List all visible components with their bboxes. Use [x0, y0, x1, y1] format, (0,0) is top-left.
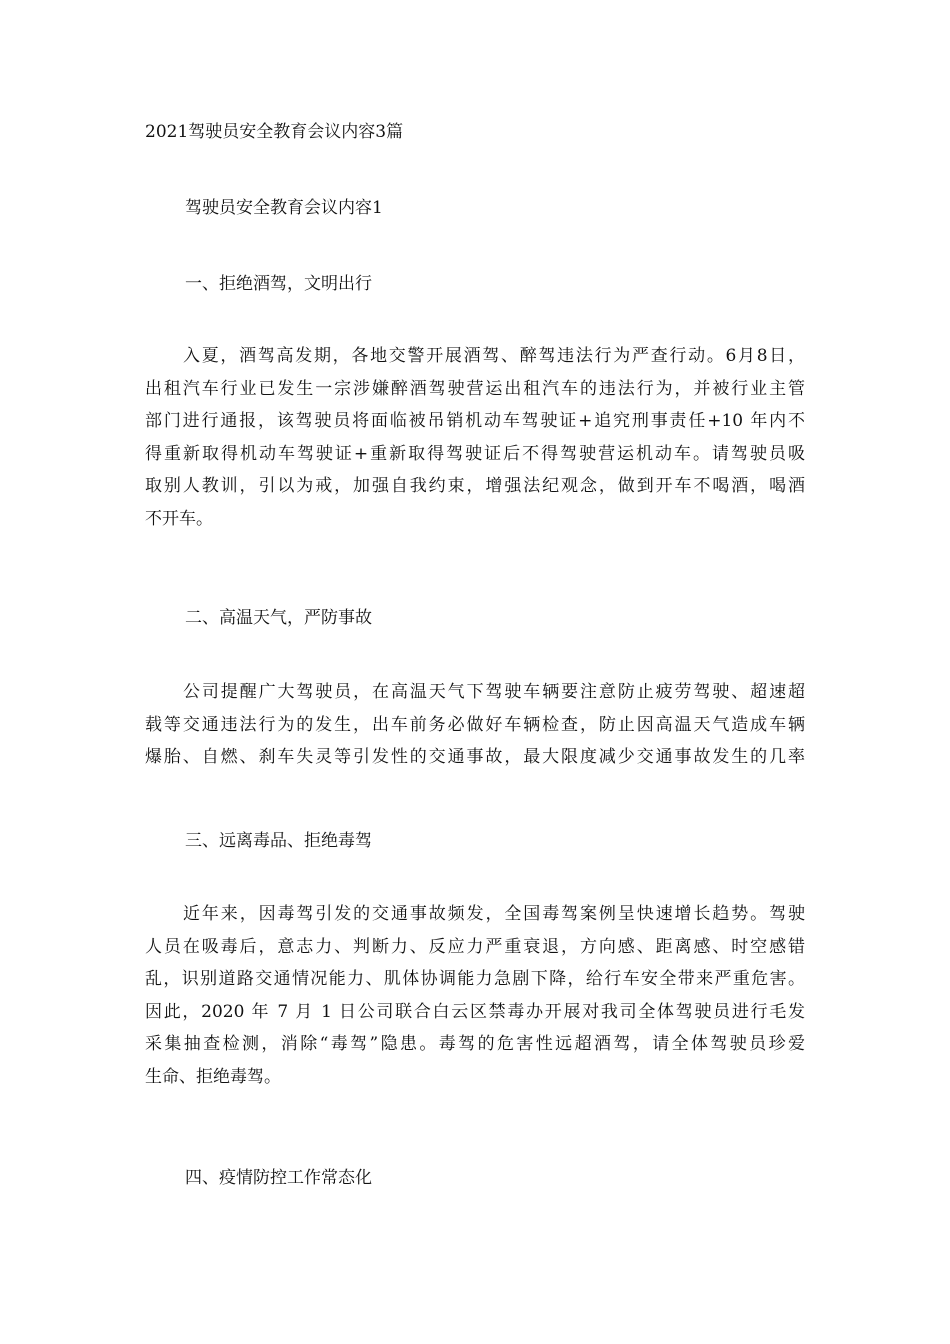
section-heading-1: 一、拒绝酒驾，文明出行 [185, 274, 372, 294]
section-heading-3: 三、远离毒品、拒绝毒驾 [185, 831, 372, 851]
paragraph-line: 采集抽查检测，消除“毒驾”隐患。毒驾的危害性远超酒驾，请全体驾驶员珍爱 [145, 1034, 805, 1054]
paragraph-line: 得重新取得机动车驾驶证+重新取得驾驶证后不得驾驶营运机动车。请驾驶员吸 [145, 443, 805, 464]
paragraph-line: 入夏，酒驾高发期，各地交警开展酒驾、醉驾违法行为严查行动。6月8日， [183, 346, 805, 366]
paragraph-line: 乱，识别道路交通情况能力、肌体协调能力急剧下降，给行车安全带来严重危害。 [145, 969, 805, 989]
paragraph-line: 近年来，因毒驾引发的交通事故频发，全国毒驾案例呈快速增长趋势。驾驶 [183, 904, 805, 924]
document-subtitle: 驾驶员安全教育会议内容1 [185, 198, 383, 218]
paragraph-line: 生命、拒绝毒驾。 [145, 1066, 281, 1087]
section-paragraph-2 [145, 676, 805, 774]
section-heading-4: 四、疫情防控工作常态化 [185, 1168, 372, 1188]
paragraph-line: 爆胎、自燃、刹车失灵等引发性的交通事故，最大限度减少交通事故发生的几率 [145, 747, 805, 767]
paragraph-line: 部门进行通报，该驾驶员将面临被吊销机动车驾驶证+追究刑事责任+10 年内不 [145, 411, 805, 431]
paragraph-line: 取别人教训，引以为戒，加强自我约束，增强法纪观念，做到开车不喝酒，喝酒 [145, 476, 805, 496]
section-paragraph-1 [145, 340, 805, 535]
section-paragraph-3 [145, 898, 805, 1093]
paragraph-line: 载等交通违法行为的发生，出车前务必做好车辆检查，防止因高温天气造成车辆 [145, 714, 805, 735]
paragraph-line: 出租汽车行业已发生一宗涉嫌醉酒驾驶营运出租汽车的违法行为，并被行业主管 [145, 378, 805, 399]
document-title: 2021驾驶员安全教育会议内容3篇 [145, 122, 404, 142]
paragraph-line: 不开车。 [145, 508, 213, 529]
paragraph-line: 人员在吸毒后，意志力、判断力、反应力严重衰退，方向感、距离感、时空感错 [145, 936, 805, 957]
paragraph-line: 因此，2020 年 7 月 1 日公司联合白云区禁毒办开展对我司全体驾驶员进行毛发 [145, 1001, 805, 1022]
paragraph-line: 公司提醒广大驾驶员，在高温天气下驾驶车辆要注意防止疲劳驾驶、超速超 [183, 682, 805, 702]
section-heading-2: 二、高温天气，严防事故 [185, 608, 372, 628]
